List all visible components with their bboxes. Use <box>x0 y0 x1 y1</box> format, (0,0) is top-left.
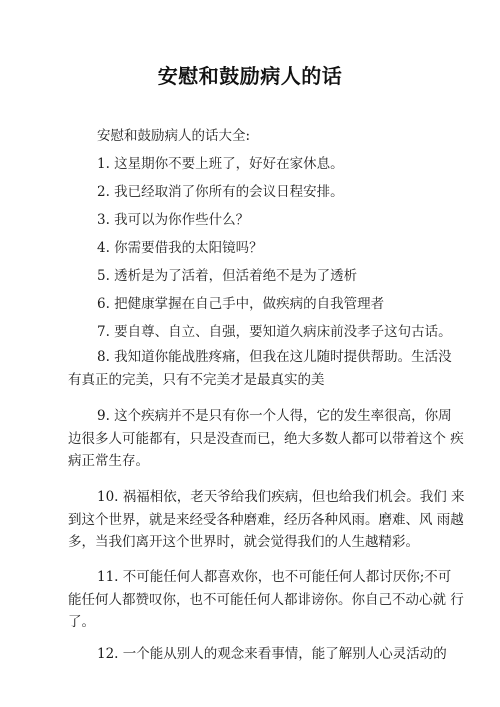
list-item-9-line: 9. 这个疾病并不是只有你一个人得，它的发生率很高，你周 <box>97 408 452 424</box>
intro-text: 安慰和鼓励病人的话大全: <box>97 128 251 144</box>
list-item: 6. 把健康掌握在自己手中，做疾病的自我管理者 <box>97 296 385 312</box>
list-item-11-line: 11. 不可能任何人都喜欢你，也不可能任何人都讨厌你;不可 <box>97 569 452 585</box>
list-item-12-line: 12. 一个能从别人的观念来看事情，能了解别人心灵活动的 <box>97 646 447 662</box>
list-item-9-line: 边很多人可能都有，只是没查而已，绝大多数人都可以带着这个 疾 <box>68 430 464 447</box>
list-item-11 <box>68 566 464 634</box>
list-item-8 <box>68 346 452 391</box>
list-item-11-line: 能任何人都赞叹你，也不可能任何人都诽谤你。你自己不动心就 行 <box>68 591 464 608</box>
list-item-8-line: 有真正的完美，只有不完美才是最真实的美 <box>68 371 325 388</box>
list-item: 5. 透析是为了活着，但活着绝不是为了透析 <box>97 268 358 284</box>
list-item-10-line: 10. 祸福相依，老天爷给我们疾病，但也给我们机会。我们 来 <box>97 489 465 505</box>
list-item-11-line: 了。 <box>68 614 95 630</box>
list-item-8-line: 8. 我知道你能战胜疼痛，但我在这儿随时提供帮助。生活没 <box>97 349 452 365</box>
list-item-12 <box>68 643 447 666</box>
list-item-10 <box>68 486 465 554</box>
list-item: 3. 我可以为你作些什么？ <box>97 212 250 228</box>
list-item: 7. 要自尊、自立、自强，要知道久病床前没孝子这句古话。 <box>97 324 452 340</box>
page-title: 安慰和鼓励病人的话 <box>157 64 343 88</box>
list-item-9-line: 病正常生存。 <box>68 453 149 469</box>
list-item-10-line: 到这个世界，就是来经受各种磨难，经历各种风雨。磨难、风 雨越 <box>68 511 464 528</box>
list-item: 2. 我已经取消了你所有的会议日程安排。 <box>97 184 344 200</box>
list-item-10-line: 多，当我们离开这个世界时，就会觉得我们的人生越精彩。 <box>68 534 419 550</box>
list-item: 4. 你需要借我的太阳镜吗？ <box>97 240 263 256</box>
list-item: 1. 这星期你不要上班了，好好在家休息。 <box>97 156 344 172</box>
list-item-9 <box>68 405 464 473</box>
